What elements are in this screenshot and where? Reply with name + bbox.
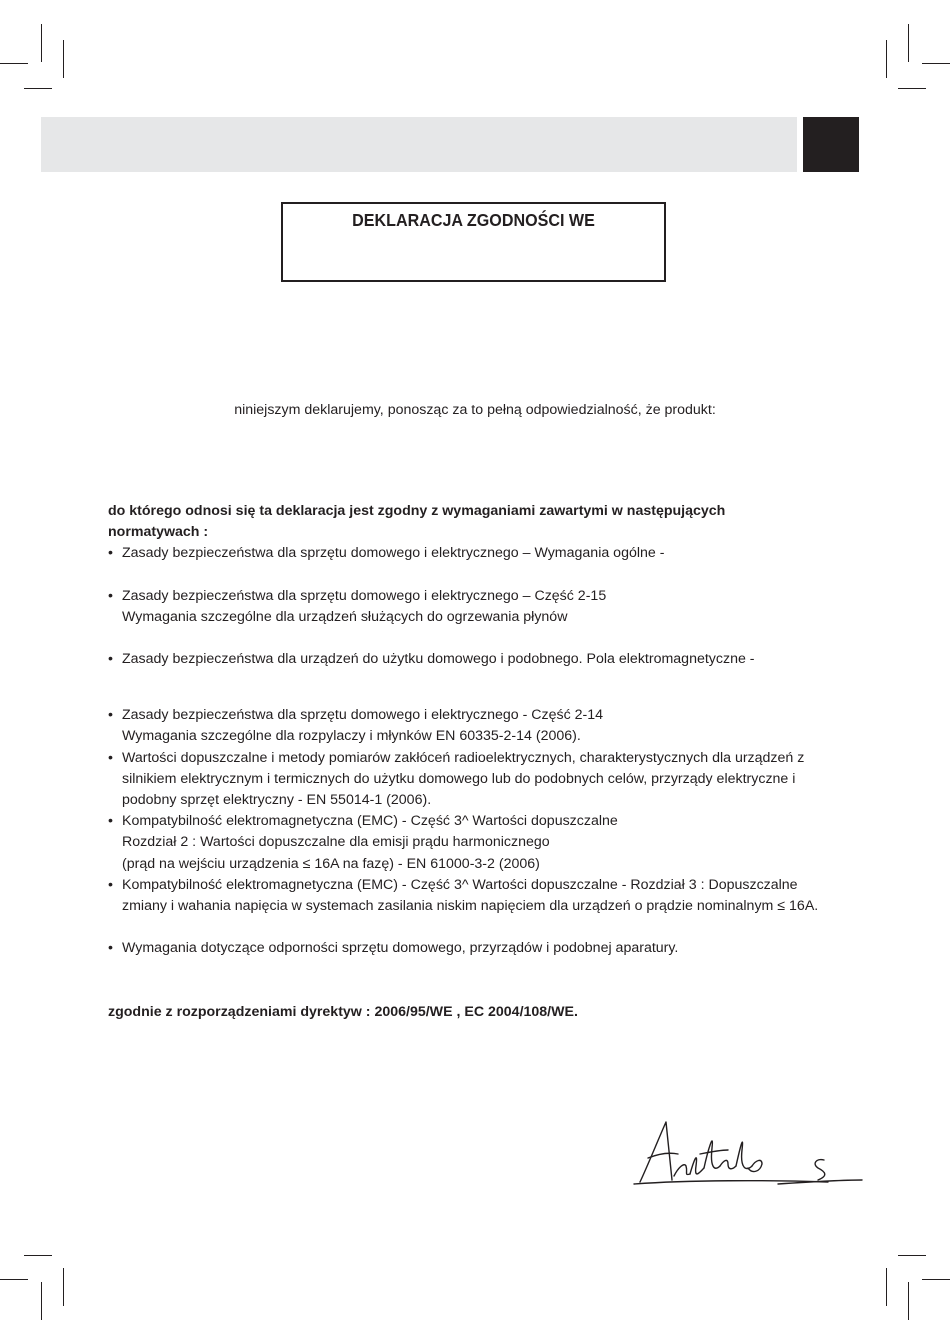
header-tab bbox=[803, 117, 859, 172]
bullet: • bbox=[108, 707, 113, 724]
declaration-body bbox=[108, 501, 838, 959]
crop-mark bbox=[24, 88, 52, 89]
crop-mark bbox=[898, 1255, 926, 1256]
bullet: • bbox=[108, 749, 113, 766]
crop-mark bbox=[908, 24, 909, 62]
header-band bbox=[41, 117, 797, 172]
lead-statement bbox=[108, 501, 838, 543]
standard-item bbox=[108, 811, 838, 875]
standard-line: Kompatybilność elektromagnetyczna (EMC) - Część 3^ Wartości dopuszczalne bbox=[122, 813, 618, 830]
crop-mark bbox=[908, 1282, 909, 1320]
title-box bbox=[281, 202, 666, 282]
crop-mark bbox=[41, 24, 42, 62]
crop-mark bbox=[63, 1268, 64, 1306]
standard-line: (prąd na wejściu urządzenia ≤ 16A na fazę) - EN 61000-3-2 (2006) bbox=[122, 855, 540, 872]
standard-line: Wymagania dotyczące odporności sprzętu domowego, przyrządów i podobnej aparatury. bbox=[122, 940, 679, 957]
crop-mark bbox=[0, 1279, 28, 1280]
standard-item bbox=[108, 543, 838, 564]
standard-line: podobny sprzęt elektryczny - EN 55014-1 (2006). bbox=[122, 792, 432, 809]
crop-mark bbox=[886, 1268, 887, 1306]
standard-item bbox=[108, 748, 838, 812]
standard-item bbox=[108, 875, 838, 917]
crop-mark bbox=[63, 40, 64, 78]
crop-mark bbox=[886, 40, 887, 78]
standard-line: Wymagania szczególne dla urządzeń służących do ogrzewania płynów bbox=[122, 608, 568, 625]
standard-line: zmiany i wahania napięcia w systemach zasilania niskim napięciem dla urządzeń o prądzie nominalnym ≤ 16A. bbox=[122, 898, 819, 915]
standard-line: Zasady bezpieczeństwa dla urządzeń do użytku domowego i podobnego. Pola elektromagnetyczne - bbox=[122, 651, 755, 668]
bullet: • bbox=[108, 545, 113, 562]
standard-line: Kompatybilność elektromagnetyczna (EMC) - Część 3^ Wartości dopuszczalne - Rozdział 3 : Dopuszczalne bbox=[122, 876, 798, 893]
standard-line: Zasady bezpieczeństwa dla sprzętu domowego i elektrycznego – Wymagania ogólne - bbox=[122, 545, 665, 562]
standard-item bbox=[108, 938, 838, 959]
signature bbox=[628, 1110, 868, 1210]
bullet: • bbox=[108, 651, 113, 668]
standard-item bbox=[108, 586, 838, 628]
lead-line: normatywach : bbox=[108, 524, 209, 541]
standard-line: Wartości dopuszczalne i metody pomiarów zakłóceń radioelektrycznych, charakterystycznych dla urządzeń z bbox=[122, 749, 805, 766]
crop-mark bbox=[898, 88, 926, 89]
crop-mark bbox=[0, 63, 28, 64]
bullet: • bbox=[108, 940, 113, 957]
standard-line: silnikiem elektrycznym i termicznych do użytku domowego lub do podobnych celów, przyrządy elektryczne i bbox=[122, 770, 796, 787]
crop-mark bbox=[41, 1282, 42, 1320]
bullet: • bbox=[108, 813, 113, 830]
standard-line: Zasady bezpieczeństwa dla sprzętu domowego i elektrycznego – Część 2-15 bbox=[122, 587, 607, 604]
crop-mark bbox=[24, 1255, 52, 1256]
crop-mark bbox=[922, 1279, 950, 1280]
standard-item bbox=[108, 705, 838, 747]
standard-item bbox=[108, 649, 838, 670]
bullet: • bbox=[108, 587, 113, 604]
standard-line: Wymagania szczególne dla rozpylaczy i młynków EN 60335-2-14 (2006). bbox=[122, 728, 581, 745]
standard-line: Zasady bezpieczeństwa dla sprzętu domowego i elektrycznego - Część 2-14 bbox=[122, 707, 604, 724]
intro-statement: niniejszym deklarujemy, ponosząc za to pełną odpowiedzialność, że produkt: bbox=[234, 402, 716, 418]
crop-mark bbox=[922, 63, 950, 64]
page-title: DEKLARACJA ZGODNOŚCI WE bbox=[352, 210, 595, 230]
standard-line: Rozdział 2 : Wartości dopuszczalne dla emisji prądu harmonicznego bbox=[122, 834, 550, 851]
bullet: • bbox=[108, 876, 113, 893]
lead-line: do którego odnosi się ta deklaracja jest zgodny z wymaganiami zawartymi w następujących bbox=[108, 503, 726, 519]
directive-statement: zgodnie z rozporządzeniami dyrektyw : 2006/95/WE , EC 2004/108/WE. bbox=[108, 1004, 578, 1020]
